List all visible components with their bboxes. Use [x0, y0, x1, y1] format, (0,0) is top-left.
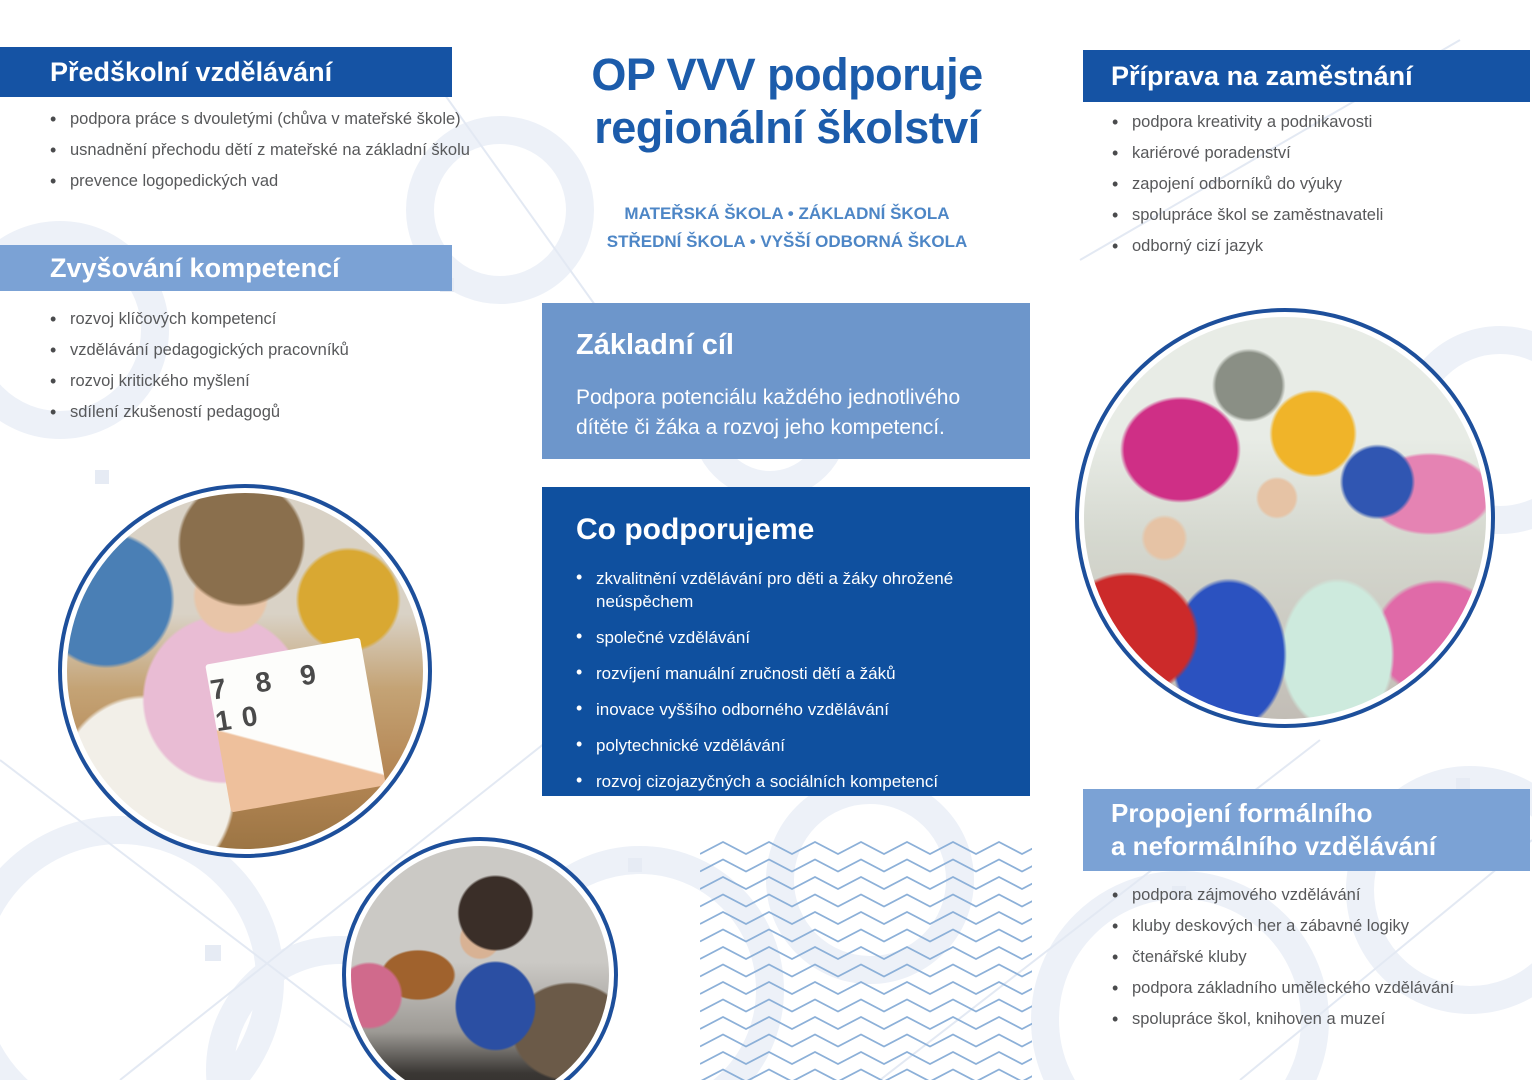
goal-box-title: Základní cíl [576, 329, 734, 361]
photo-girl-in-classroom-image [351, 846, 609, 1080]
list-item: • rozvoj klíčových kompetencí [50, 310, 480, 329]
list-item: • zkvalitnění vzdělávání pro děti a žáky ohrožené neúspěchem [576, 567, 996, 613]
section-header-employment-label: Příprava na zaměstnání [1111, 60, 1413, 91]
page-title [542, 48, 1032, 154]
support-box-title: Co podporujeme [576, 513, 815, 546]
list-item: • rozvoj kritického myšlení [50, 372, 480, 391]
school-types-line1: MATEŘSKÁ ŠKOLA • ZÁKLADNÍ ŠKOLA [624, 204, 950, 223]
formal-informal-bullet-list [1112, 886, 1532, 1041]
zigzag-pattern [700, 840, 1032, 1080]
list-item: • spolupráce škol se zaměstnavateli [1112, 206, 1532, 225]
goal-box [542, 303, 1030, 459]
section-header-competences [0, 245, 452, 291]
section-header-preschool-label: Předškolní vzdělávání [50, 56, 333, 87]
list-item: • zapojení odborníků do výuky [1112, 175, 1532, 194]
list-item: • odborný cizí jazyk [1112, 237, 1532, 256]
list-item: • podpora práce s dvouletými (chůva v mateřské škole) [50, 110, 480, 129]
page-title-line1: OP VVV podporuje [591, 49, 983, 100]
list-item: • spolupráce škol, knihoven a muzeí [1112, 1010, 1532, 1029]
goal-box-body: Podpora potenciálu každého jednotlivého dítěte či žáka a rozvoj jeho kompetencí. [576, 386, 961, 439]
section-header-competences-label: Zvyšování kompetencí [50, 252, 340, 283]
school-types-line2: STŘEDNÍ ŠKOLA • VYŠŠÍ ODBORNÁ ŠKOLA [606, 232, 968, 251]
list-item: • rozvíjení manuální zručnosti dětí a žáků [576, 662, 996, 685]
section-header-preschool [0, 47, 452, 97]
list-item: • čtenářské kluby [1112, 948, 1532, 967]
support-box [542, 487, 1030, 796]
list-item: • podpora kreativity a podnikavosti [1112, 113, 1532, 132]
employment-bullet-list [1112, 113, 1532, 268]
list-item: • usnadnění přechodu dětí z mateřské na základní školu [50, 141, 480, 160]
support-bullet-list [576, 567, 996, 793]
school-types [542, 200, 1032, 256]
list-item: • rozvoj cizojazyčných a sociálních kompetencí [576, 770, 996, 793]
list-item: • podpora zájmového vzdělávání [1112, 886, 1532, 905]
competences-bullet-list [50, 310, 480, 434]
list-item: • sdílení zkušeností pedagogů [50, 403, 480, 422]
section-header-employment [1083, 50, 1530, 102]
section-header-formal-informal [1083, 789, 1530, 871]
list-item: • společné vzdělávání [576, 626, 996, 649]
list-item: • kluby deskových her a zábavné logiky [1112, 917, 1532, 936]
photo-girl-with-number-cards [58, 484, 432, 858]
number-card [205, 637, 385, 811]
photo-group-of-children [1075, 308, 1495, 728]
number-card-text: 7 8 9 10 [207, 656, 329, 737]
section-header-formal-informal-line1: Propojení formálního [1111, 798, 1373, 828]
list-item: • podpora základního uměleckého vzdělávání [1112, 979, 1532, 998]
list-item: • polytechnické vzdělávání [576, 734, 996, 757]
list-item: • vzdělávání pedagogických pracovníků [50, 341, 480, 360]
list-item: • prevence logopedických vad [50, 172, 480, 191]
list-item: • inovace vyššího odborného vzdělávání [576, 698, 996, 721]
list-item: • kariérové poradenství [1112, 144, 1532, 163]
section-header-formal-informal-line2: a neformálního vzdělávání [1111, 831, 1437, 861]
preschool-bullet-list [50, 110, 480, 203]
photo-group-of-children-image [1084, 317, 1486, 719]
page-title-line2: regionální školství [594, 102, 980, 153]
photo-girl-with-number-cards-image [67, 493, 423, 849]
